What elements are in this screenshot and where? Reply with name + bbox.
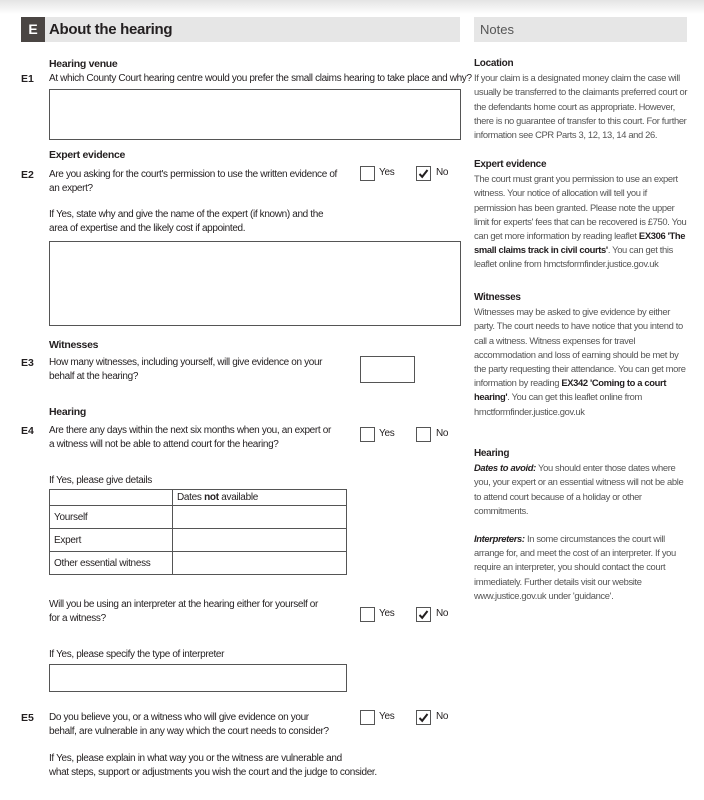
e4-yes-label: Yes — [379, 428, 395, 439]
interpreter-no-label: No — [436, 608, 449, 619]
e2-yes-option[interactable] — [360, 166, 400, 182]
notes-expert-heading: Expert evidence — [474, 159, 547, 170]
notes-header — [474, 17, 687, 42]
leaflet-ex342: EX342 'Coming to a court hearing' — [474, 377, 667, 403]
e2-question-line1: Are you asking for the court's permission to use the written evidence of — [49, 169, 337, 180]
interpreter-no-checkbox[interactable] — [416, 607, 431, 622]
e2-yes-checkbox[interactable] — [360, 166, 375, 181]
interpreter-yes-checkbox[interactable] — [360, 607, 375, 622]
e5-no-option[interactable] — [416, 710, 456, 726]
hearing-venue-heading: Hearing venue — [49, 58, 118, 70]
checkmark-icon — [418, 168, 429, 179]
interpreter-yes-option[interactable] — [360, 607, 400, 623]
hearing-heading: Hearing — [49, 406, 86, 418]
table-header-blank — [50, 490, 173, 506]
e3-question-line1: How many witnesses, including yourself, will give evidence on your — [49, 357, 323, 368]
table-header-dates: Dates not available — [173, 490, 347, 506]
checkmark-icon — [418, 712, 429, 723]
yourself-dates-cell[interactable] — [173, 506, 347, 529]
notes-title: Notes — [480, 22, 514, 37]
row-label-expert: Expert — [50, 529, 173, 552]
notes-expert-evidence — [474, 158, 689, 272]
checkmark-icon — [418, 609, 429, 620]
notes-dates-to-avoid: Dates to avoid: You should enter those dates where you, your expert or an essential witness will not be able to attend court because of a holiday or other commitments. — [474, 462, 684, 516]
interpreter-type-input[interactable] — [49, 664, 347, 692]
e5-no-label: No — [436, 711, 449, 722]
unavailable-dates-table — [49, 489, 347, 575]
notes-witnesses-heading: Witnesses — [474, 292, 521, 303]
e2-followup-line1: If Yes, state why and give the name of the expert (if known) and the — [49, 209, 324, 220]
e3-question-line2: behalf at the hearing? — [49, 371, 139, 382]
table-row — [50, 506, 347, 529]
notes-location-text: If your claim is a designated money claim the case will usually be transferred to the claimants preferred court or the defendants home court as appropriate. However, there is no guarantee of transfer to this court. For further information see CPR Parts 3, 12, 13, 14 and 26. — [474, 72, 688, 141]
page-top-shadow — [0, 0, 704, 14]
section-title: About the hearing — [49, 21, 173, 38]
expert-evidence-heading: Expert evidence — [49, 149, 126, 161]
e2-followup-line2: area of expertise and the likely cost if appointed. — [49, 223, 246, 234]
e5-followup-line1: If Yes, please explain in what way you or the witness are vulnerable and — [49, 753, 342, 764]
other-witness-dates-cell[interactable] — [173, 552, 347, 575]
e5-yes-label: Yes — [379, 711, 395, 722]
witnesses-heading: Witnesses — [49, 339, 99, 351]
notes-expert-text: The court must grant you permission to use an expert witness. Your notice of allocation will tell you if permission has been granted. Please note the upper limit for experts' fees that can be recovered is £750. You can get more information by reading leaflet EX306 'The small claims track in civil courts'. You can get this leaflet online from hmctsformfinder.justice.gov.uk — [474, 173, 687, 270]
question-number-e4: E4 — [21, 425, 34, 437]
section-header — [21, 17, 460, 42]
e2-no-checkbox[interactable] — [416, 166, 431, 181]
notes-witnesses-text: Witnesses may be asked to give evidence by either party. The court needs to have notice that you intend to call a witness. Witness expenses for travel accommodation and loss of earning should be met by the party requesting their attendance. You can get more information by reading EX342 'Coming to a court hearing'. You can get this leaflet online from hmctformfinder.justice.gov.uk — [474, 306, 686, 417]
e2-no-option[interactable] — [416, 166, 456, 182]
table-row — [50, 552, 347, 575]
interpreter-question-line2: for a witness? — [49, 613, 106, 624]
row-label-other-witness: Other essential witness — [50, 552, 173, 575]
question-number-e1: E1 — [21, 73, 34, 85]
e5-no-checkbox[interactable] — [416, 710, 431, 725]
table-header-row — [50, 490, 347, 506]
e4-no-option[interactable] — [416, 427, 456, 443]
e5-question-line2: behalf, are vulnerable in any way which the court needs to consider? — [49, 726, 329, 737]
interpreter-type-label: If Yes, please specify the type of interpreter — [49, 649, 225, 660]
notes-hearing — [474, 447, 689, 603]
hearing-venue-input[interactable] — [49, 89, 461, 140]
e5-yes-checkbox[interactable] — [360, 710, 375, 725]
notes-witnesses — [474, 291, 689, 419]
section-letter-badge: E — [21, 17, 45, 42]
question-number-e2: E2 — [21, 169, 34, 181]
e5-question-line1: Do you believe you, or a witness who will give evidence on your — [49, 712, 309, 723]
interpreter-no-option[interactable] — [416, 607, 456, 623]
e4-yes-checkbox[interactable] — [360, 427, 375, 442]
question-number-e3: E3 — [21, 357, 34, 369]
e4-question-line1: Are there any days within the next six months when you, an expert or — [49, 425, 331, 436]
e4-yes-option[interactable] — [360, 427, 400, 443]
notes-location — [474, 57, 689, 142]
witness-count-input[interactable] — [360, 356, 415, 383]
notes-interpreters: Interpreters: In some circumstances the court will arrange for, and meet the cost of an interpreter. If you require an interpreter, you should contact the court immediately. Further details visit our website www.justice.gov.uk under 'guidance'. — [474, 533, 676, 601]
table-row — [50, 529, 347, 552]
question-number-e5: E5 — [21, 712, 34, 724]
e4-details-label: If Yes, please give details — [49, 475, 152, 486]
e4-question-line2: a witness will not be able to attend court for the hearing? — [49, 439, 279, 450]
expert-dates-cell[interactable] — [173, 529, 347, 552]
notes-location-heading: Location — [474, 58, 514, 69]
e5-yes-option[interactable] — [360, 710, 400, 726]
leaflet-ex306: EX306 'The small claims track in civil courts' — [474, 230, 686, 256]
notes-hearing-heading: Hearing — [474, 448, 510, 459]
e5-followup-line2: what steps, support or adjustments you wish the court and the judge to consider. — [49, 767, 377, 778]
e1-question-text: At which County Court hearing centre would you prefer the small claims hearing to take place and why? — [49, 73, 472, 84]
e2-question-line2: an expert? — [49, 183, 93, 194]
interpreter-question-line1: Will you be using an interpreter at the hearing either for yourself or — [49, 599, 318, 610]
row-label-yourself: Yourself — [50, 506, 173, 529]
expert-details-input[interactable] — [49, 241, 461, 326]
e2-yes-label: Yes — [379, 167, 395, 178]
e2-no-label: No — [436, 167, 449, 178]
e4-no-checkbox[interactable] — [416, 427, 431, 442]
e4-no-label: No — [436, 428, 449, 439]
interpreter-yes-label: Yes — [379, 608, 395, 619]
